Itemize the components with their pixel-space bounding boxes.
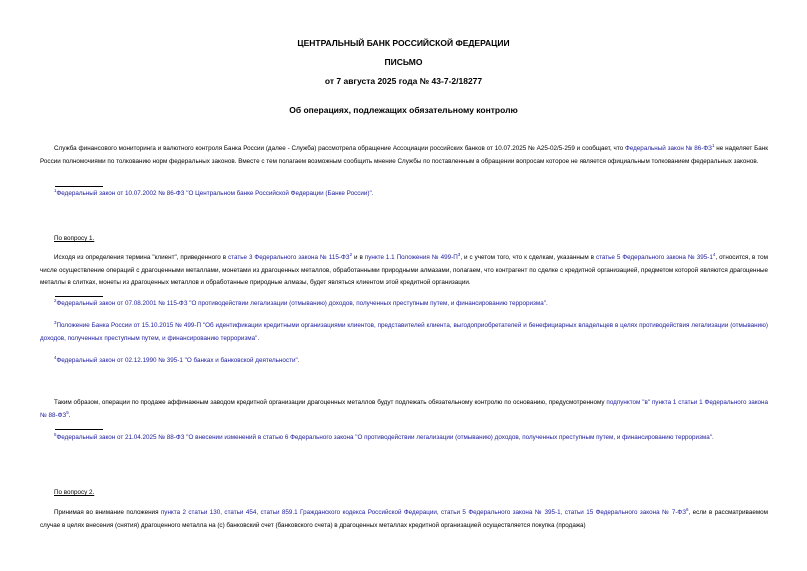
- q2-text-1: Принимая во внимание положения: [54, 509, 161, 516]
- footnote-3: [40, 320, 768, 345]
- footnote-divider: [55, 296, 103, 297]
- question-2-paragraph: [40, 507, 768, 532]
- footnote-1-number: 1: [54, 187, 57, 193]
- footnote-4-link[interactable]: Федеральный закон от 02.12.1990 № 395-1 "О банках и банковской деятельности".: [56, 357, 300, 364]
- law-86-link[interactable]: Федеральный закон № 86-ФЗ: [624, 145, 712, 152]
- conclusion-paragraph: [40, 397, 768, 422]
- law-115-article-3-link[interactable]: статье 3 Федерального закона № 115-ФЗ: [228, 254, 350, 261]
- footnote-3-link[interactable]: Положение Банка России от 15.10.2015 № 499-П "Об идентификации кредитными организациями клиентов, представителей клиента, выгодоприобретателей и бенефициарных владельцев в целях противодействия легализации (отмыванию) доходов, полученных преступным путем, и финансированию терроризма".: [40, 322, 768, 342]
- law-395-article-5-link[interactable]: статье 5 Федерального закона № 395-1: [595, 254, 713, 261]
- footnote-2-number: 2: [54, 297, 57, 303]
- footnote-4: [40, 355, 768, 368]
- q1-text-3: , и с учетом того, что к сделкам, указанным в: [460, 254, 596, 261]
- footnote-2: [40, 298, 768, 311]
- doc-type: ПИСЬМО: [384, 57, 423, 67]
- footnote-ref-3[interactable]: 3: [457, 251, 461, 257]
- footnote-5: [40, 432, 768, 445]
- intro-text-1: Служба финансового мониторинга и валютного контроля Банка России (далее - Служба) рассмотрела обращение Ассоциации российских банков от 10.07.2025 № А25-02/5-259 и сообщает, что: [54, 145, 625, 152]
- q2-text-2: , если в рассматриваемом случае в целях внесения (снятия) драгоценного металла на (с) банковский счет (банковского счета) в драгоценных металлах кредитной организацией осуществляется покупка (продажа): [40, 509, 768, 529]
- footnote-2-link[interactable]: Федеральный закон от 07.08.2001 № 115-ФЗ "О противодействии легализации (отмыванию) доходов, полученных преступным путем, и финансированию терроризма".: [56, 300, 548, 307]
- footnote-3-number: 3: [54, 319, 57, 325]
- q1-text-1: Исходя из определения термина "клиент", приведенного в: [54, 254, 229, 261]
- footnote-ref-5[interactable]: 5: [66, 409, 69, 415]
- conclusion-text-2: .: [68, 411, 71, 419]
- regulation-499-link[interactable]: пункте 1.1 Положения № 499-П: [364, 254, 458, 261]
- footnote-5-link[interactable]: Федеральный закон от 21.04.2025 № 88-ФЗ "О внесении изменений в статью 6 Федерального закона "О противодействии легализации (отмыванию) доходов, полученных преступным путем, и финансированию терроризма".: [56, 434, 714, 441]
- doc-subject: Об операциях, подлежащих обязательному контролю: [289, 105, 518, 115]
- footnote-5-number: 5: [54, 431, 57, 437]
- footnote-ref-4[interactable]: 4: [712, 251, 716, 257]
- question-2-title: По вопросу 2.: [54, 489, 95, 496]
- footnote-ref-2[interactable]: 2: [349, 251, 353, 257]
- intro-paragraph: [40, 143, 768, 168]
- q1-text-2: и в: [352, 254, 365, 261]
- law-88-link[interactable]: подпунктом "в" пункта 1 статьи 1 Федерального закона № 88-ФЗ: [40, 399, 769, 419]
- question-1-paragraph: [40, 252, 768, 290]
- conclusion-text-1: Таким образом, операции по продаже аффинажным заводом кредитной организации драгоценных металлов будут подлежать обязательному контролю по основанию, предусмотренному: [54, 399, 607, 406]
- footnote-divider: [55, 186, 103, 187]
- footnote-divider: [55, 429, 103, 430]
- footnote-ref-6[interactable]: 6: [686, 506, 689, 512]
- q1-text-4: , относится, в том числе осуществление операций с драгоценными металлами, монетами из драгоценных металлов, обработанными природными алмазами, полагаем, что контрагент по сделке с кредитной организацией, предметом которой являются драгоценные металлы в слитках, монеты из драгоценных металлов и обработанные природные алмазы, будет являться клиентом этой кредитной организации.: [40, 254, 768, 286]
- org-title: ЦЕНТРАЛЬНЫЙ БАНК РОССИЙСКОЙ ФЕДЕРАЦИИ: [297, 38, 510, 48]
- footnote-ref-1[interactable]: 1: [711, 142, 715, 148]
- civil-code-and-laws-link[interactable]: пункта 2 статьи 130, статьи 454, статьи 859.1 Гражданского кодекса Российской Федерации, статьи 5 Федерального закона № 395-1, статьи 15 Федерального закона № 7-ФЗ: [160, 509, 687, 516]
- footnote-4-number: 4: [54, 354, 57, 360]
- intro-text-2: не наделяет Банк России полномочиями по толкованию норм федеральных законов. Вместе с тем полагаем возможным сообщить мнение Службы по поставленным в обращении вопросам которое не является официальным толкованием федеральных законов.: [40, 145, 768, 165]
- footnote-1: [40, 188, 768, 201]
- question-1-title: По вопросу 1.: [54, 235, 95, 242]
- footnote-1-link[interactable]: Федеральный закон от 10.07.2002 № 86-ФЗ "О Центральном банке Российской Федерации (Банке России)".: [56, 190, 374, 197]
- doc-date: от 7 августа 2025 года № 43-7-2/18277: [324, 76, 483, 86]
